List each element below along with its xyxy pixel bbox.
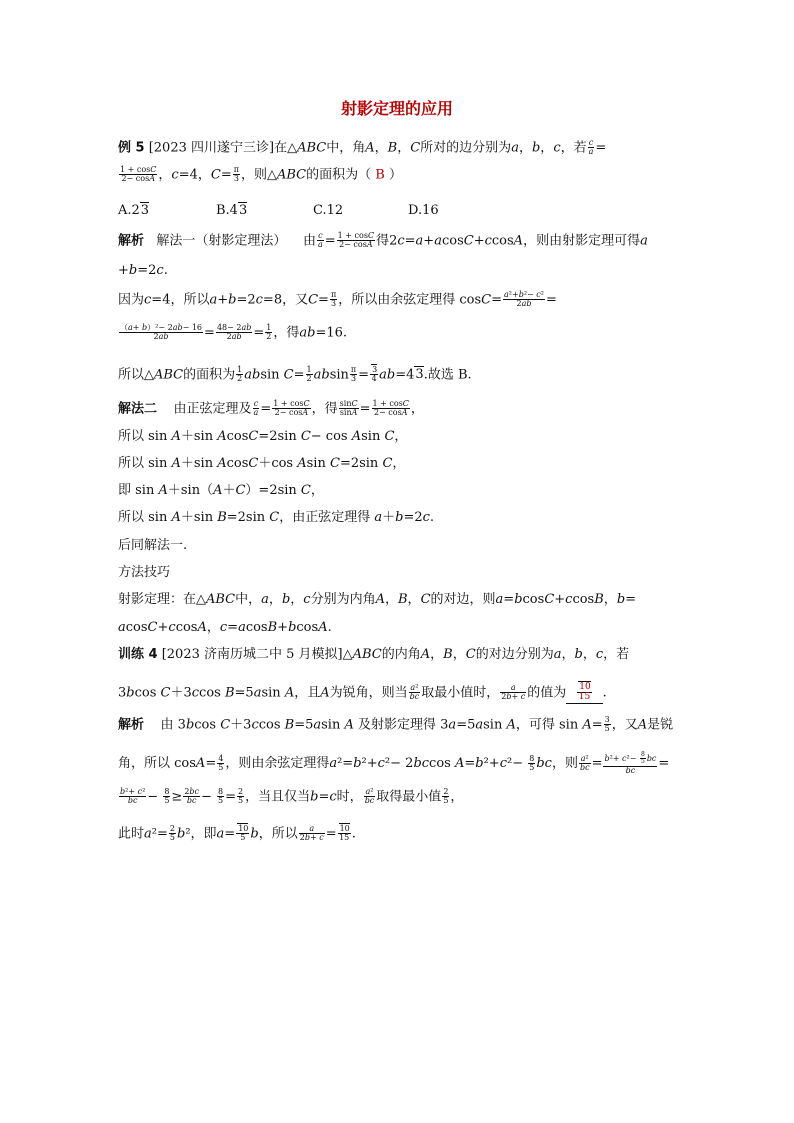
method2-title: 解法二 xyxy=(118,401,158,417)
example5-line1: 例 5 [2023 四川遂宁三诊]在△ABC中，角A，B，C所对的边分别为a，b，c，若 $\frac{c}{a}$ = xyxy=(118,138,607,157)
method2-line4: 即 sin A＋sin（A＋C）=2sin C， xyxy=(118,483,324,498)
solution-line3: 因为c=4，所以a+b=2c=8，又C= $\frac{\pi}{3}$ ，所以由余弦定理得 cosC= $\frac{\text{a²+b²− c²}}{2ab}$ = xyxy=(118,290,557,309)
solution-line4: $\frac{\text{（a+ b）²− 2ab− 16}}{2ab}$ = $\frac{48- 2ab}{2ab}$ = $\frac{1}{2}$ ，得ab=16. xyxy=(120,323,348,342)
option-b: B.43 xyxy=(216,203,248,218)
method1-title: 解法一（射影定理法） xyxy=(156,233,287,249)
method2-line6: 后同解法一. xyxy=(118,538,188,553)
method2-line5: 所以 sin A＋sin B=2sin C，由正弦定理得 a＋b=2c. xyxy=(118,510,435,525)
tips-title: 方法技巧 xyxy=(118,565,171,580)
training4-sol-line1: 解析 由 3bcos C＋3ccos B=5asin A 及射影定理得 3a=5asin A，可得 sin A= $\frac{3}{5}$ ，又A是锐 xyxy=(118,715,674,734)
solution-line1: 解析 解法一（射影定理法） 由 $\frac{c}{a}$ = $\frac{1 + \cos C}{2- \cos A}$ 得2c=a+acosC+ccosA，则由射影定理可得a xyxy=(118,231,648,250)
tips-line2: acosC+ccosA，c=acosB+bcosA. xyxy=(118,620,332,635)
method2-line2: 所以 sin A＋sin AcosC=2sin C− cos Asin C， xyxy=(118,429,408,444)
solution-label: 解析 xyxy=(118,233,145,249)
method2-line3: 所以 sin A＋sin AcosC＋cos Asin C=2sin C， xyxy=(118,456,406,471)
training4-sol-line4: 此时a²= $\frac{2}{5}$ b²，即a= $\frac{10}{5}$ b，所以 $\frac{a}{2b+ c}$ = $\frac{10}{15}$ . xyxy=(118,824,356,843)
tips-line1: 射影定理：在△ABC中，a，b，c分别为内角A，B，C的对边，则a=bcosC+ccosB，b= xyxy=(118,592,637,607)
option-a: A.23 xyxy=(118,203,150,218)
example5-line2: $\frac{1 + \cos C}{2- \cos A}$ ，c=4，C= $\frac{\pi}{3}$ ，则△ABC的面积为（ B ） xyxy=(120,165,402,184)
option-c: C.12 xyxy=(313,203,344,218)
solution-line5: 所以△ABC的面积为 $\frac{1}{2}$ absin C= $\frac{1}{2}$ absin $\frac{\pi}{3}$ = $\frac{3}{4}$ ab=43.故选 B. xyxy=(118,365,472,384)
training4-label: 训练 4 xyxy=(118,647,158,662)
training4-solution-label: 解析 xyxy=(118,717,145,733)
page-title: 射影定理的应用 xyxy=(340,99,453,118)
option-d: D.16 xyxy=(408,203,439,218)
training4-line2: 3bcos C＋3ccos B=5asin A，且A为锐角，则当 $\frac{\text{a²}}{bc}$ 取最小值时， $\frac{a}{2b+ c}$ 的值为 $\frac{10}{15}$ . xyxy=(118,682,607,703)
method2-line1: 解法二 由正弦定理及 $\frac{c}{a}$ = $\frac{1 + \cos C}{2- \cos A}$ ，得 $\frac{\sin C}{\sin A}$ = $\frac{1 + \cos C}{2- \cos A}$ ， xyxy=(118,399,424,418)
solution-line2: +b=2c. xyxy=(118,263,168,278)
example5-answer: B xyxy=(375,167,385,183)
example5-label: 例 5 xyxy=(118,140,145,156)
training4-sol-line3: $\frac{\text{b²+ c²}}{bc}$ − $\frac{8}{5}$ ≥ $\frac{2bc}{bc}$ − $\frac{8}{5}$ = $\frac{2}{5}$ ，当且仅当b=c时， $\frac{\text{a²}}{bc}$ 取得最小值 $\frac{2}{5}$ ， xyxy=(120,787,464,806)
training4-sol-line2: 角，所以 cosA= $\frac{4}{5}$ ，则由余弦定理得a²=b²+c²− 2bccos A=b²+c²− $\frac{8}{5}$ bc，则 $\frac{\text{a²}}{bc}$ = b²+ c²− $\frac{8}{5}$ bc bc = xyxy=(118,751,670,775)
training4-answer-blank: $\frac{10}{15}$ xyxy=(566,683,602,704)
training4-line1: 训练 4 [2023 济南历城二中 5 月模拟]△ABC的内角A，B，C的对边分别为a，b，c，若 xyxy=(118,647,630,662)
example5-options xyxy=(118,203,439,219)
